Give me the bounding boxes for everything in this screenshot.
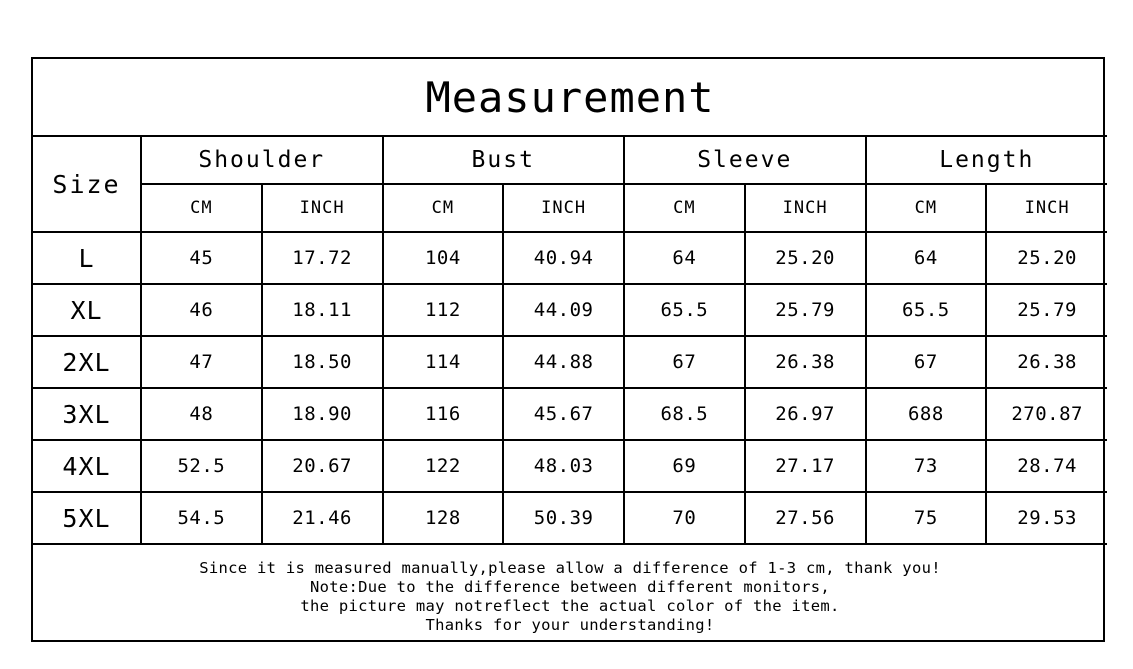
column-group-shoulder: Shoulder [141,136,383,184]
cell-sleeve-cm: 67 [624,336,745,388]
cell-length-inch: 28.74 [986,440,1107,492]
cell-shoulder-cm: 54.5 [141,492,262,544]
cell-length-cm: 75 [866,492,987,544]
cell-sleeve-cm: 70 [624,492,745,544]
table-row [33,284,1107,336]
unit-header-bust-cm: CM [383,184,504,232]
notes-row [33,544,1107,649]
table-row [33,492,1107,544]
cell-bust-cm: 114 [383,336,504,388]
cell-sleeve-inch: 26.97 [745,388,866,440]
cell-length-inch: 29.53 [986,492,1107,544]
row-size-label: 3XL [33,388,141,440]
cell-bust-inch: 44.09 [503,284,624,336]
cell-shoulder-inch: 18.11 [262,284,383,336]
table-row [33,388,1107,440]
cell-bust-inch: 45.67 [503,388,624,440]
cell-shoulder-cm: 52.5 [141,440,262,492]
cell-bust-inch: 40.94 [503,232,624,284]
cell-shoulder-inch: 18.90 [262,388,383,440]
cell-length-inch: 26.38 [986,336,1107,388]
column-group-length: Length [866,136,1108,184]
cell-sleeve-inch: 25.20 [745,232,866,284]
unit-header-sleeve-inch: INCH [745,184,866,232]
column-group-sleeve: Sleeve [624,136,866,184]
unit-header-shoulder-cm: CM [141,184,262,232]
cell-length-inch: 25.79 [986,284,1107,336]
page-title: Measurement [33,59,1107,136]
measurement-table [33,59,1107,649]
cell-length-cm: 688 [866,388,987,440]
cell-sleeve-inch: 26.38 [745,336,866,388]
cell-bust-cm: 104 [383,232,504,284]
cell-shoulder-cm: 45 [141,232,262,284]
cell-bust-inch: 50.39 [503,492,624,544]
table-row [33,440,1107,492]
cell-sleeve-cm: 69 [624,440,745,492]
cell-length-inch: 270.87 [986,388,1107,440]
cell-shoulder-cm: 47 [141,336,262,388]
cell-bust-cm: 122 [383,440,504,492]
table-row [33,232,1107,284]
row-size-label: L [33,232,141,284]
row-size-label: 5XL [33,492,141,544]
unit-header-row [33,184,1107,232]
unit-header-length-cm: CM [866,184,987,232]
table-row [33,336,1107,388]
cell-shoulder-inch: 17.72 [262,232,383,284]
cell-sleeve-inch: 25.79 [745,284,866,336]
cell-shoulder-cm: 48 [141,388,262,440]
note-line-4: Thanks for your understanding! [425,616,715,634]
cell-sleeve-inch: 27.56 [745,492,866,544]
column-header-size: Size [33,136,141,232]
group-header-row [33,136,1107,184]
row-size-label: 4XL [33,440,141,492]
cell-bust-cm: 128 [383,492,504,544]
cell-bust-cm: 112 [383,284,504,336]
cell-length-cm: 73 [866,440,987,492]
unit-header-shoulder-inch: INCH [262,184,383,232]
cell-sleeve-cm: 64 [624,232,745,284]
row-size-label: 2XL [33,336,141,388]
cell-shoulder-inch: 21.46 [262,492,383,544]
cell-sleeve-inch: 27.17 [745,440,866,492]
unit-header-length-inch: INCH [986,184,1107,232]
cell-length-cm: 65.5 [866,284,987,336]
cell-bust-inch: 48.03 [503,440,624,492]
unit-header-bust-inch: INCH [503,184,624,232]
note-line-2: Note:Due to the difference between different monitors, [309,578,831,596]
row-size-label: XL [33,284,141,336]
cell-shoulder-inch: 18.50 [262,336,383,388]
cell-shoulder-cm: 46 [141,284,262,336]
note-line-3: the picture may notreflect the actual color of the item. [300,597,840,615]
cell-sleeve-cm: 65.5 [624,284,745,336]
cell-bust-inch: 44.88 [503,336,624,388]
cell-shoulder-inch: 20.67 [262,440,383,492]
cell-sleeve-cm: 68.5 [624,388,745,440]
cell-length-cm: 64 [866,232,987,284]
title-row [33,59,1107,136]
note-line-1: Since it is measured manually,please allow a difference of 1-3 cm, thank you! [199,559,941,577]
cell-length-cm: 67 [866,336,987,388]
notes-block [33,544,1107,649]
cell-length-inch: 25.20 [986,232,1107,284]
column-group-bust: Bust [383,136,625,184]
unit-header-sleeve-cm: CM [624,184,745,232]
cell-bust-cm: 116 [383,388,504,440]
measurement-table-container [31,57,1105,642]
